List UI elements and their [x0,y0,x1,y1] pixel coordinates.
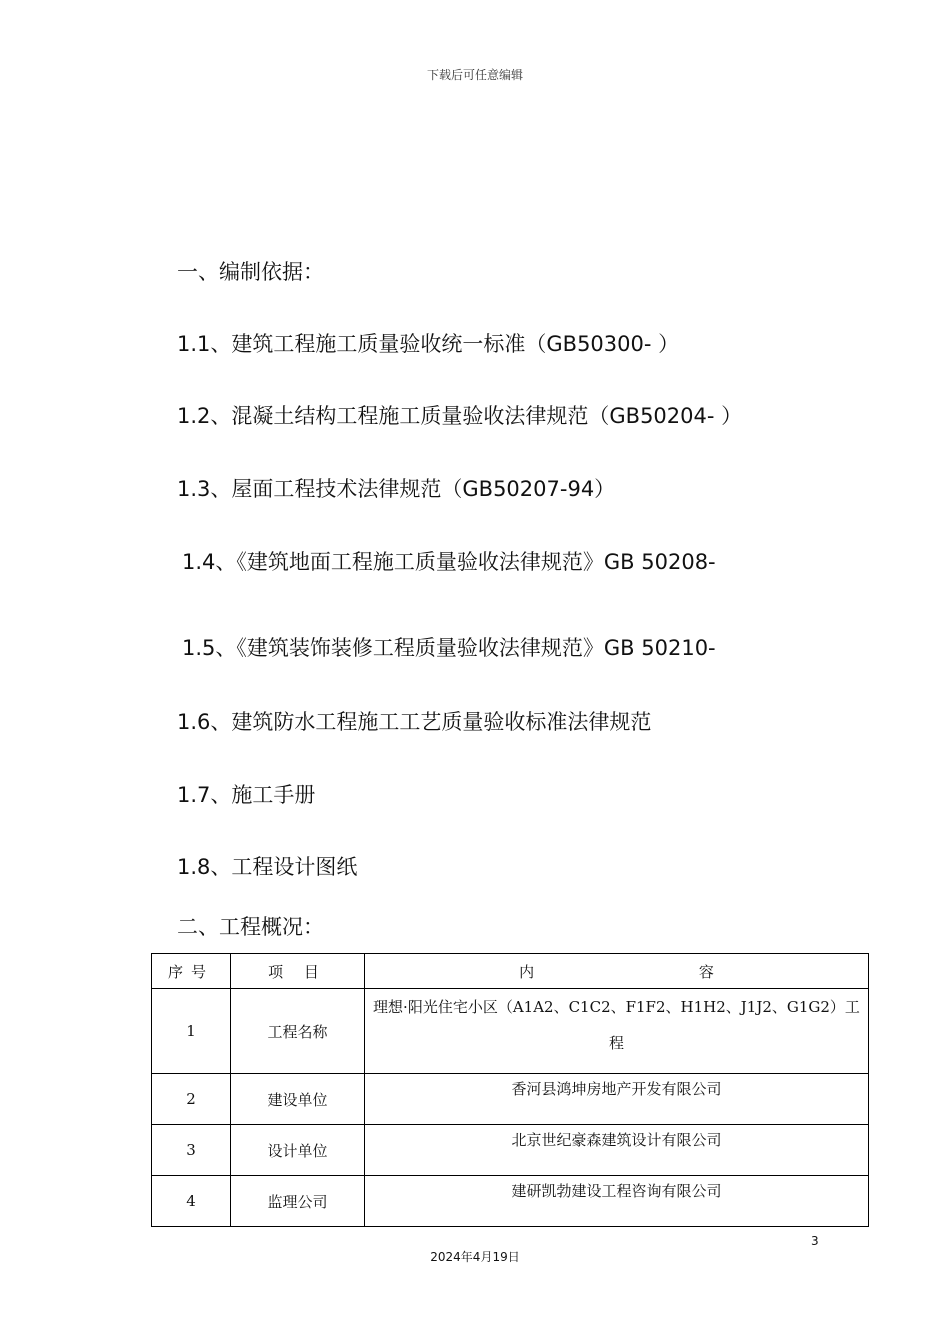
section-heading-basis: 一、编制依据： [177,260,324,284]
row-item: 建设单位 [231,1074,365,1125]
row-no: 1 [152,989,231,1074]
header-content: 内 容 [365,954,869,989]
basis-item-8: 1.8、工程设计图纸 [177,855,358,879]
basis-item-5: 1.5、《建筑装饰装修工程质量验收法律规范》GB 50210- [182,636,716,660]
header-no: 序号 [152,954,231,989]
basis-item-7: 1.7、施工手册 [177,783,316,807]
table-row [152,1176,869,1227]
header-item: 项 目 [231,954,365,989]
footer-date: 2024年4月19日 [430,1250,520,1264]
table-header-row [152,954,869,989]
basis-item-3: 1.3、屋面工程技术法律规范（GB50207-94） [177,477,616,501]
project-overview-table [151,953,869,1227]
row-content: 建研凯勃建设工程咨询有限公司 [365,1176,869,1227]
row-content: 北京世纪豪森建筑设计有限公司 [365,1125,869,1176]
row-no: 4 [152,1176,231,1227]
table-row [152,989,869,1074]
page-number: 3 [811,1234,819,1248]
basis-item-6: 1.6、建筑防水工程施工工艺质量验收标准法律规范 [177,710,652,734]
page-header: 下载后可任意编辑 [426,68,523,82]
section-heading-overview: 二、工程概况： [177,915,324,939]
row-content: 理想·阳光住宅小区（A1A2、C1C2、F1F2、H1H2、J1J2、G1G2）工程 [365,989,869,1074]
row-no: 3 [152,1125,231,1176]
row-item: 设计单位 [231,1125,365,1176]
row-item: 工程名称 [231,989,365,1074]
basis-item-4: 1.4、《建筑地面工程施工质量验收法律规范》GB 50208- [182,550,716,574]
table-row [152,1074,869,1125]
basis-item-1: 1.1、建筑工程施工质量验收统一标准（GB50300- ） [177,332,680,356]
row-no: 2 [152,1074,231,1125]
row-item: 监理公司 [231,1176,365,1227]
row-content: 香河县鸿坤房地产开发有限公司 [365,1074,869,1125]
table-row [152,1125,869,1176]
basis-item-2: 1.2、混凝土结构工程施工质量验收法律规范（GB50204- ） [177,404,743,428]
